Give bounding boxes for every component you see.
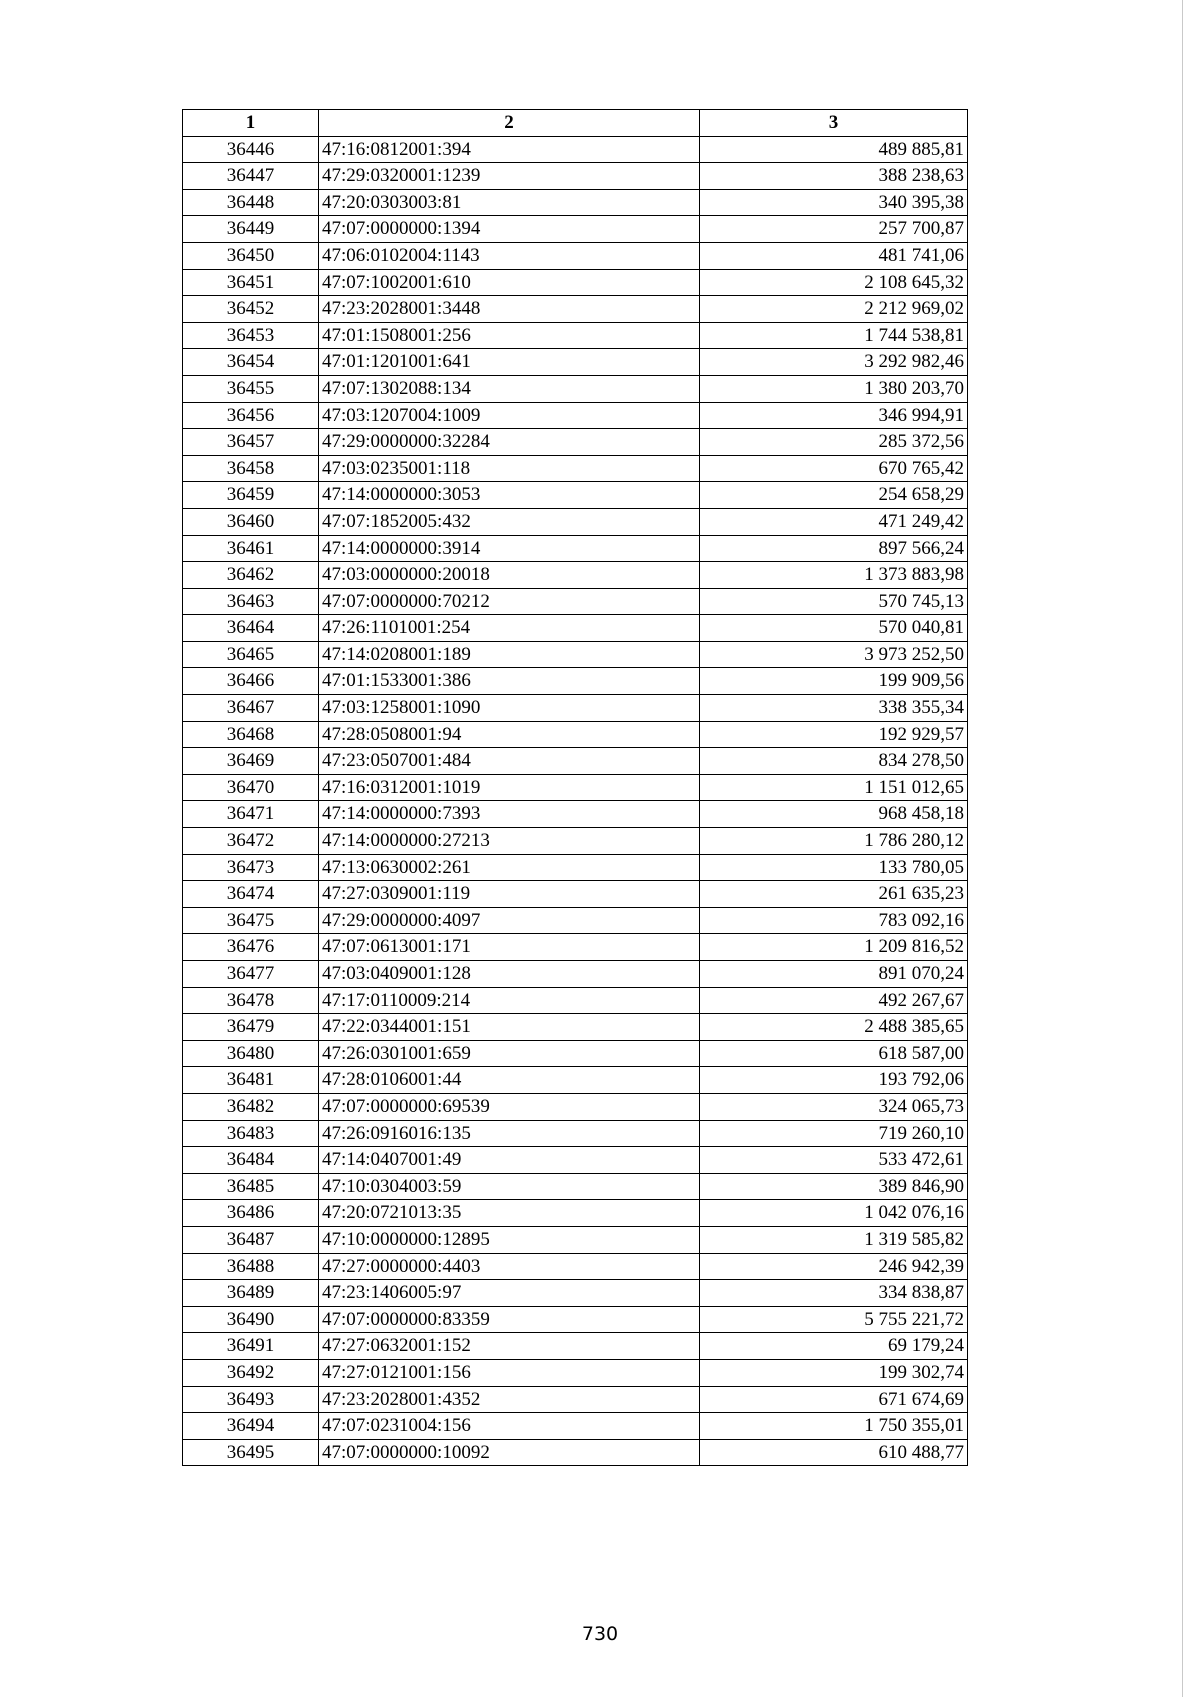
cadastral-number-cell: 47:27:0121001:156 (319, 1359, 700, 1386)
value-cell: 783 092,16 (700, 907, 968, 934)
row-number-cell: 36475 (183, 907, 319, 934)
cadastral-number-cell: 47:23:0507001:484 (319, 748, 700, 775)
table-row (183, 1386, 968, 1413)
table-row (183, 695, 968, 722)
table-row (183, 588, 968, 615)
value-cell: 346 994,91 (700, 402, 968, 429)
value-cell: 1 786 280,12 (700, 828, 968, 855)
cadastral-number-cell: 47:07:1852005:432 (319, 508, 700, 535)
value-cell: 533 472,61 (700, 1147, 968, 1174)
table-row (183, 216, 968, 243)
row-number-cell: 36447 (183, 163, 319, 190)
row-number-cell: 36456 (183, 402, 319, 429)
row-number-cell: 36490 (183, 1306, 319, 1333)
cadastral-number-cell: 47:20:0303003:81 (319, 189, 700, 216)
row-number-cell: 36472 (183, 828, 319, 855)
value-cell: 489 885,81 (700, 136, 968, 163)
table-row (183, 1359, 968, 1386)
cadastral-number-cell: 47:28:0106001:44 (319, 1067, 700, 1094)
row-number-cell: 36485 (183, 1173, 319, 1200)
value-cell: 324 065,73 (700, 1093, 968, 1120)
row-number-cell: 36494 (183, 1413, 319, 1440)
cadastral-number-cell: 47:07:0613001:171 (319, 934, 700, 961)
row-number-cell: 36491 (183, 1333, 319, 1360)
cadastral-number-cell: 47:29:0000000:4097 (319, 907, 700, 934)
table-row (183, 242, 968, 269)
table-row (183, 801, 968, 828)
table-row (183, 934, 968, 961)
value-cell: 492 267,67 (700, 987, 968, 1014)
row-number-cell: 36474 (183, 881, 319, 908)
cadastral-number-cell: 47:16:0812001:394 (319, 136, 700, 163)
value-cell: 897 566,24 (700, 535, 968, 562)
table-row (183, 1333, 968, 1360)
row-number-cell: 36487 (183, 1226, 319, 1253)
row-number-cell: 36466 (183, 668, 319, 695)
cadastral-number-cell: 47:01:1201001:641 (319, 349, 700, 376)
table-row (183, 1067, 968, 1094)
row-number-cell: 36467 (183, 695, 319, 722)
table-row (183, 1200, 968, 1227)
cadastral-number-cell: 47:14:0000000:3914 (319, 535, 700, 562)
table-row (183, 269, 968, 296)
row-number-cell: 36492 (183, 1359, 319, 1386)
row-number-cell: 36469 (183, 748, 319, 775)
table-row (183, 508, 968, 535)
cadastral-number-cell: 47:13:0630002:261 (319, 854, 700, 881)
cadastral-number-cell: 47:14:0407001:49 (319, 1147, 700, 1174)
value-cell: 3 973 252,50 (700, 641, 968, 668)
cadastral-number-cell: 47:28:0508001:94 (319, 721, 700, 748)
cadastral-number-cell: 47:16:0312001:1019 (319, 774, 700, 801)
table-row (183, 854, 968, 881)
cadastral-number-cell: 47:07:0000000:10092 (319, 1439, 700, 1466)
value-cell: 2 212 969,02 (700, 296, 968, 323)
value-cell: 719 260,10 (700, 1120, 968, 1147)
cadastral-number-cell: 47:03:0000000:20018 (319, 562, 700, 589)
value-cell: 891 070,24 (700, 961, 968, 988)
table-row (183, 641, 968, 668)
table-row (183, 1306, 968, 1333)
value-cell: 481 741,06 (700, 242, 968, 269)
value-cell: 69 179,24 (700, 1333, 968, 1360)
table-body (183, 136, 968, 1466)
cadastral-number-cell: 47:14:0000000:7393 (319, 801, 700, 828)
cadastral-number-cell: 47:07:1002001:610 (319, 269, 700, 296)
row-number-cell: 36452 (183, 296, 319, 323)
cadastral-number-cell: 47:14:0208001:189 (319, 641, 700, 668)
table-row (183, 615, 968, 642)
value-cell: 471 249,42 (700, 508, 968, 535)
table-row (183, 907, 968, 934)
row-number-cell: 36449 (183, 216, 319, 243)
table-row (183, 322, 968, 349)
row-number-cell: 36486 (183, 1200, 319, 1227)
row-number-cell: 36482 (183, 1093, 319, 1120)
value-cell: 338 355,34 (700, 695, 968, 722)
value-cell: 5 755 221,72 (700, 1306, 968, 1333)
table-row (183, 668, 968, 695)
row-number-cell: 36465 (183, 641, 319, 668)
table-row (183, 429, 968, 456)
value-cell: 199 909,56 (700, 668, 968, 695)
cadastral-number-cell: 47:14:0000000:3053 (319, 482, 700, 509)
row-number-cell: 36493 (183, 1386, 319, 1413)
value-cell: 340 395,38 (700, 189, 968, 216)
value-cell: 610 488,77 (700, 1439, 968, 1466)
table-header-row (183, 110, 968, 137)
value-cell: 1 209 816,52 (700, 934, 968, 961)
table-row (183, 1226, 968, 1253)
cadastral-number-cell: 47:01:1533001:386 (319, 668, 700, 695)
table-row (183, 136, 968, 163)
row-number-cell: 36473 (183, 854, 319, 881)
cadastral-number-cell: 47:07:0231004:156 (319, 1413, 700, 1440)
value-cell: 618 587,00 (700, 1040, 968, 1067)
row-number-cell: 36453 (183, 322, 319, 349)
cadastral-number-cell: 47:07:0000000:70212 (319, 588, 700, 615)
table-row (183, 721, 968, 748)
row-number-cell: 36479 (183, 1014, 319, 1041)
row-number-cell: 36484 (183, 1147, 319, 1174)
cadastral-number-cell: 47:23:2028001:4352 (319, 1386, 700, 1413)
value-cell: 2 488 385,65 (700, 1014, 968, 1041)
table-row (183, 1040, 968, 1067)
table-row (183, 1413, 968, 1440)
row-number-cell: 36462 (183, 562, 319, 589)
table-row (183, 1439, 968, 1466)
table-row (183, 455, 968, 482)
value-cell: 261 635,23 (700, 881, 968, 908)
row-number-cell: 36477 (183, 961, 319, 988)
cadastral-number-cell: 47:27:0000000:4403 (319, 1253, 700, 1280)
row-number-cell: 36464 (183, 615, 319, 642)
row-number-cell: 36488 (183, 1253, 319, 1280)
row-number-cell: 36461 (183, 535, 319, 562)
row-number-cell: 36454 (183, 349, 319, 376)
row-number-cell: 36470 (183, 774, 319, 801)
row-number-cell: 36451 (183, 269, 319, 296)
table-row (183, 748, 968, 775)
cadastral-number-cell: 47:03:1207004:1009 (319, 402, 700, 429)
row-number-cell: 36450 (183, 242, 319, 269)
value-cell: 388 238,63 (700, 163, 968, 190)
value-cell: 670 765,42 (700, 455, 968, 482)
table-row (183, 1014, 968, 1041)
cadastral-number-cell: 47:17:0110009:214 (319, 987, 700, 1014)
cadastral-number-cell: 47:26:0916016:135 (319, 1120, 700, 1147)
cadastral-number-cell: 47:29:0000000:32284 (319, 429, 700, 456)
cadastral-number-cell: 47:27:0309001:119 (319, 881, 700, 908)
table-row (183, 881, 968, 908)
value-cell: 671 674,69 (700, 1386, 968, 1413)
table-row (183, 375, 968, 402)
value-cell: 968 458,18 (700, 801, 968, 828)
value-cell: 1 151 012,65 (700, 774, 968, 801)
table-row (183, 961, 968, 988)
value-cell: 1 380 203,70 (700, 375, 968, 402)
row-number-cell: 36495 (183, 1439, 319, 1466)
cadastral-number-cell: 47:26:1101001:254 (319, 615, 700, 642)
table-row (183, 1120, 968, 1147)
column-header-3: 3 (700, 110, 968, 137)
row-number-cell: 36458 (183, 455, 319, 482)
value-cell: 193 792,06 (700, 1067, 968, 1094)
cadastral-number-cell: 47:14:0000000:27213 (319, 828, 700, 855)
cadastral-number-cell: 47:03:0409001:128 (319, 961, 700, 988)
data-table (182, 109, 968, 1466)
row-number-cell: 36471 (183, 801, 319, 828)
table-row (183, 1280, 968, 1307)
value-cell: 133 780,05 (700, 854, 968, 881)
value-cell: 834 278,50 (700, 748, 968, 775)
table-row (183, 189, 968, 216)
row-number-cell: 36457 (183, 429, 319, 456)
table-row (183, 828, 968, 855)
table-row (183, 163, 968, 190)
cadastral-number-cell: 47:10:0000000:12895 (319, 1226, 700, 1253)
cadastral-number-cell: 47:03:1258001:1090 (319, 695, 700, 722)
row-number-cell: 36483 (183, 1120, 319, 1147)
table-row (183, 535, 968, 562)
cadastral-number-cell: 47:29:0320001:1239 (319, 163, 700, 190)
row-number-cell: 36468 (183, 721, 319, 748)
value-cell: 257 700,87 (700, 216, 968, 243)
cadastral-number-cell: 47:20:0721013:35 (319, 1200, 700, 1227)
value-cell: 285 372,56 (700, 429, 968, 456)
row-number-cell: 36446 (183, 136, 319, 163)
value-cell: 1 750 355,01 (700, 1413, 968, 1440)
row-number-cell: 36463 (183, 588, 319, 615)
value-cell: 570 745,13 (700, 588, 968, 615)
table-row (183, 1093, 968, 1120)
value-cell: 1 319 585,82 (700, 1226, 968, 1253)
value-cell: 192 929,57 (700, 721, 968, 748)
row-number-cell: 36489 (183, 1280, 319, 1307)
row-number-cell: 36476 (183, 934, 319, 961)
row-number-cell: 36481 (183, 1067, 319, 1094)
row-number-cell: 36460 (183, 508, 319, 535)
column-header-1: 1 (183, 110, 319, 137)
table-row (183, 774, 968, 801)
value-cell: 246 942,39 (700, 1253, 968, 1280)
cadastral-number-cell: 47:23:2028001:3448 (319, 296, 700, 323)
page-number: 730 (581, 1623, 619, 1645)
cadastral-number-cell: 47:07:0000000:69539 (319, 1093, 700, 1120)
column-header-2: 2 (319, 110, 700, 137)
table-row (183, 987, 968, 1014)
row-number-cell: 36455 (183, 375, 319, 402)
value-cell: 389 846,90 (700, 1173, 968, 1200)
cadastral-number-cell: 47:22:0344001:151 (319, 1014, 700, 1041)
row-number-cell: 36448 (183, 189, 319, 216)
value-cell: 1 744 538,81 (700, 322, 968, 349)
cadastral-number-cell: 47:07:0000000:1394 (319, 216, 700, 243)
table-row (183, 402, 968, 429)
cadastral-number-cell: 47:27:0632001:152 (319, 1333, 700, 1360)
value-cell: 570 040,81 (700, 615, 968, 642)
value-cell: 334 838,87 (700, 1280, 968, 1307)
cadastral-number-cell: 47:06:0102004:1143 (319, 242, 700, 269)
table-row (183, 349, 968, 376)
value-cell: 3 292 982,46 (700, 349, 968, 376)
row-number-cell: 36459 (183, 482, 319, 509)
cadastral-number-cell: 47:07:0000000:83359 (319, 1306, 700, 1333)
row-number-cell: 36480 (183, 1040, 319, 1067)
table-row (183, 296, 968, 323)
value-cell: 1 042 076,16 (700, 1200, 968, 1227)
table-row (183, 1147, 968, 1174)
table-row (183, 1253, 968, 1280)
cadastral-number-cell: 47:07:1302088:134 (319, 375, 700, 402)
cadastral-number-cell: 47:10:0304003:59 (319, 1173, 700, 1200)
value-cell: 254 658,29 (700, 482, 968, 509)
table-row (183, 1173, 968, 1200)
cadastral-number-cell: 47:23:1406005:97 (319, 1280, 700, 1307)
value-cell: 2 108 645,32 (700, 269, 968, 296)
cadastral-number-cell: 47:26:0301001:659 (319, 1040, 700, 1067)
value-cell: 1 373 883,98 (700, 562, 968, 589)
table-row (183, 482, 968, 509)
page-edge-divider (1182, 0, 1183, 1697)
cadastral-number-cell: 47:03:0235001:118 (319, 455, 700, 482)
row-number-cell: 36478 (183, 987, 319, 1014)
table-row (183, 562, 968, 589)
value-cell: 199 302,74 (700, 1359, 968, 1386)
cadastral-number-cell: 47:01:1508001:256 (319, 322, 700, 349)
